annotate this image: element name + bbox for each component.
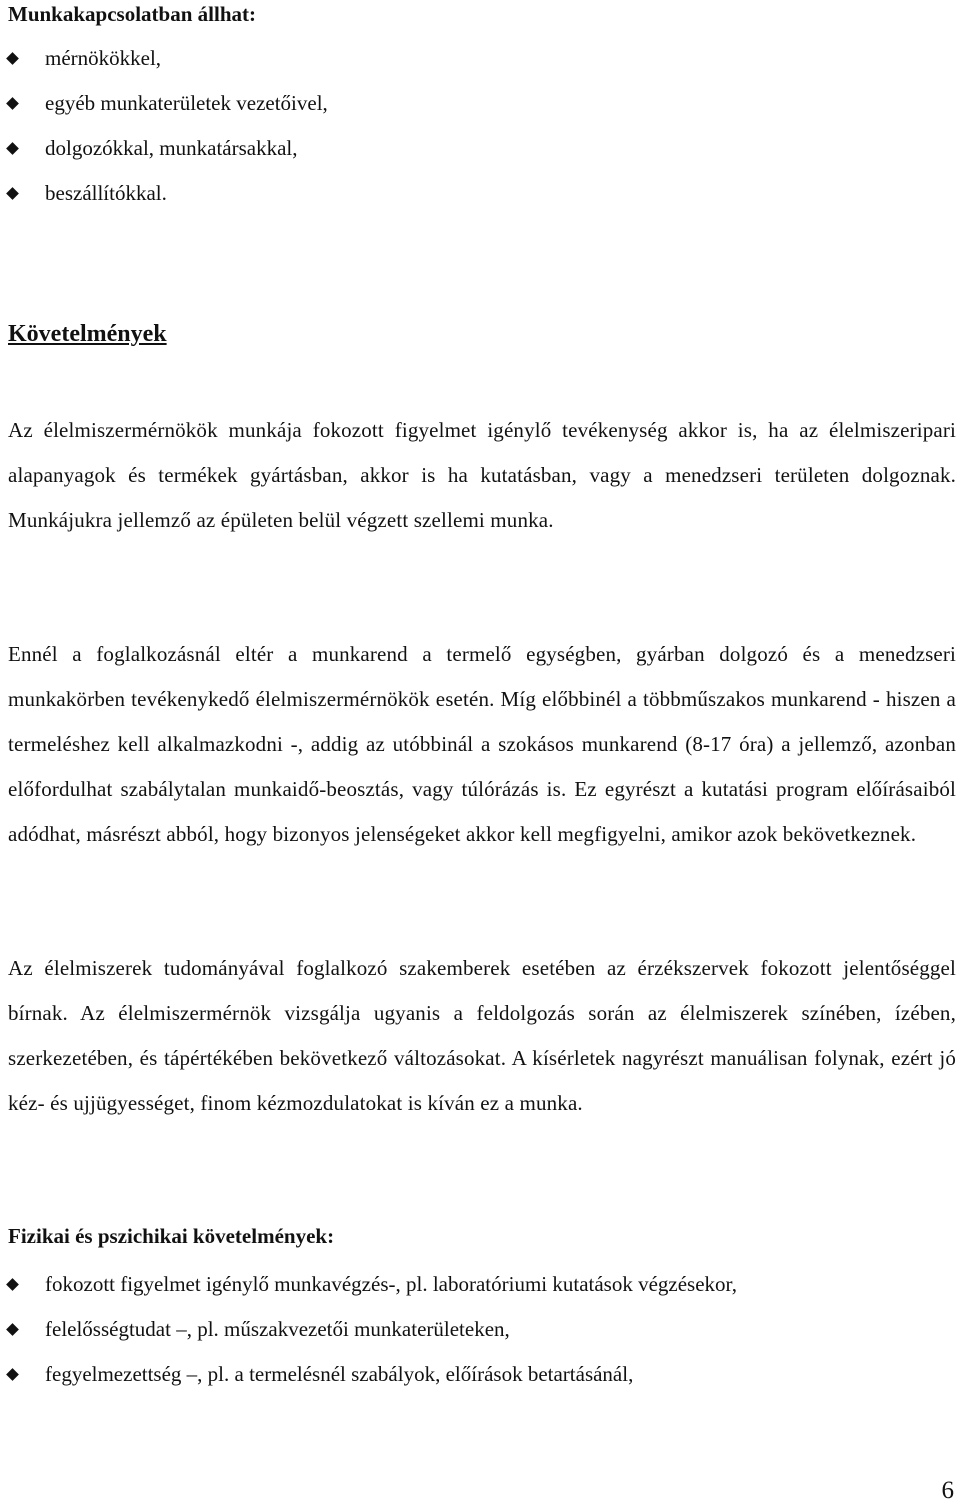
diamond-bullet-icon bbox=[6, 142, 19, 155]
list-item-text: beszállítókkal. bbox=[45, 181, 167, 205]
list-item bbox=[0, 88, 328, 133]
contacts-list bbox=[0, 43, 328, 223]
list-item-text: egyéb munkaterületek vezetőivel, bbox=[45, 91, 328, 115]
paragraph-3: Az élelmiszerek tudományával foglalkozó szakemberek esetében az érzékszervek fokozott jelentőséggel bírnak. Az élelmiszermérnök vizsgálja ugyanis a feldolgozás során az élelmiszerek színében, ízében, szerkezetében, és tápértékében bekövetkező változásokat. A kísérletek nagyrészt manuálisan folynak, ezért jó kéz- és ujjügyességet, finom kézmozdulatokat is kíván ez a munka. bbox=[8, 956, 956, 1115]
section-heading-physical-requirements: Fizikai és pszichikai követelmények: bbox=[8, 1224, 335, 1248]
physical-requirements-list bbox=[0, 1269, 737, 1404]
list-item bbox=[0, 43, 328, 88]
diamond-bullet-icon bbox=[6, 1323, 19, 1336]
diamond-bullet-icon bbox=[6, 97, 19, 110]
list-item-text: fegyelmezettség –, pl. a termelésnél szabályok, előírások betartásánál, bbox=[45, 1362, 634, 1386]
list-item bbox=[0, 1314, 737, 1359]
diamond-bullet-icon bbox=[6, 52, 19, 65]
list-item bbox=[0, 178, 328, 223]
paragraph-2: Ennél a foglalkozásnál eltér a munkarend a termelő egységben, gyárban dolgozó és a menedzseri munkakörben tevékenykedő élelmiszermérnökök esetén. Míg előbbinél a többműszakos munkarend - hiszen a termeléshez kell alkalmazkodni -, addig az utóbbinál a szokásos munkarend (8-17 óra) a jellemző, azonban előfordulhat szabálytalan munkaidő-beosztás, vagy túlórázás is. Ez egyrészt a kutatási program előírásaiból adódhat, másrészt abból, hogy bizonyos jelenségeket akkor kell megfigyelni, amikor azok bekövetkeznek. bbox=[8, 642, 956, 846]
page-number: 6 bbox=[941, 1477, 954, 1504]
list-item-text: fokozott figyelmet igénylő munkavégzés-, pl. laboratóriumi kutatások végzésekor, bbox=[45, 1272, 737, 1296]
list-item bbox=[0, 133, 328, 178]
diamond-bullet-icon bbox=[6, 1278, 19, 1291]
list-item-text: mérnökökkel, bbox=[45, 46, 162, 70]
diamond-bullet-icon bbox=[6, 187, 19, 200]
diamond-bullet-icon bbox=[6, 1368, 19, 1381]
list-item-text: felelősségtudat –, pl. műszakvezetői munkaterületeken, bbox=[45, 1317, 510, 1341]
list-item-text: dolgozókkal, munkatársakkal, bbox=[45, 136, 298, 160]
section-heading-requirements: Követelmények bbox=[8, 321, 167, 347]
section-heading-contacts: Munkakapcsolatban állhat: bbox=[8, 2, 256, 26]
list-item bbox=[0, 1359, 737, 1404]
list-item bbox=[0, 1269, 737, 1314]
paragraph-1: Az élelmiszermérnökök munkája fokozott figyelmet igénylő tevékenység akkor is, ha az élelmiszeripari alapanyagok és termékek gyártásban, akkor is ha kutatásban, vagy a menedzseri területen dolgoznak. Munkájukra jellemző az épületen belül végzett szellemi munka. bbox=[8, 418, 956, 532]
